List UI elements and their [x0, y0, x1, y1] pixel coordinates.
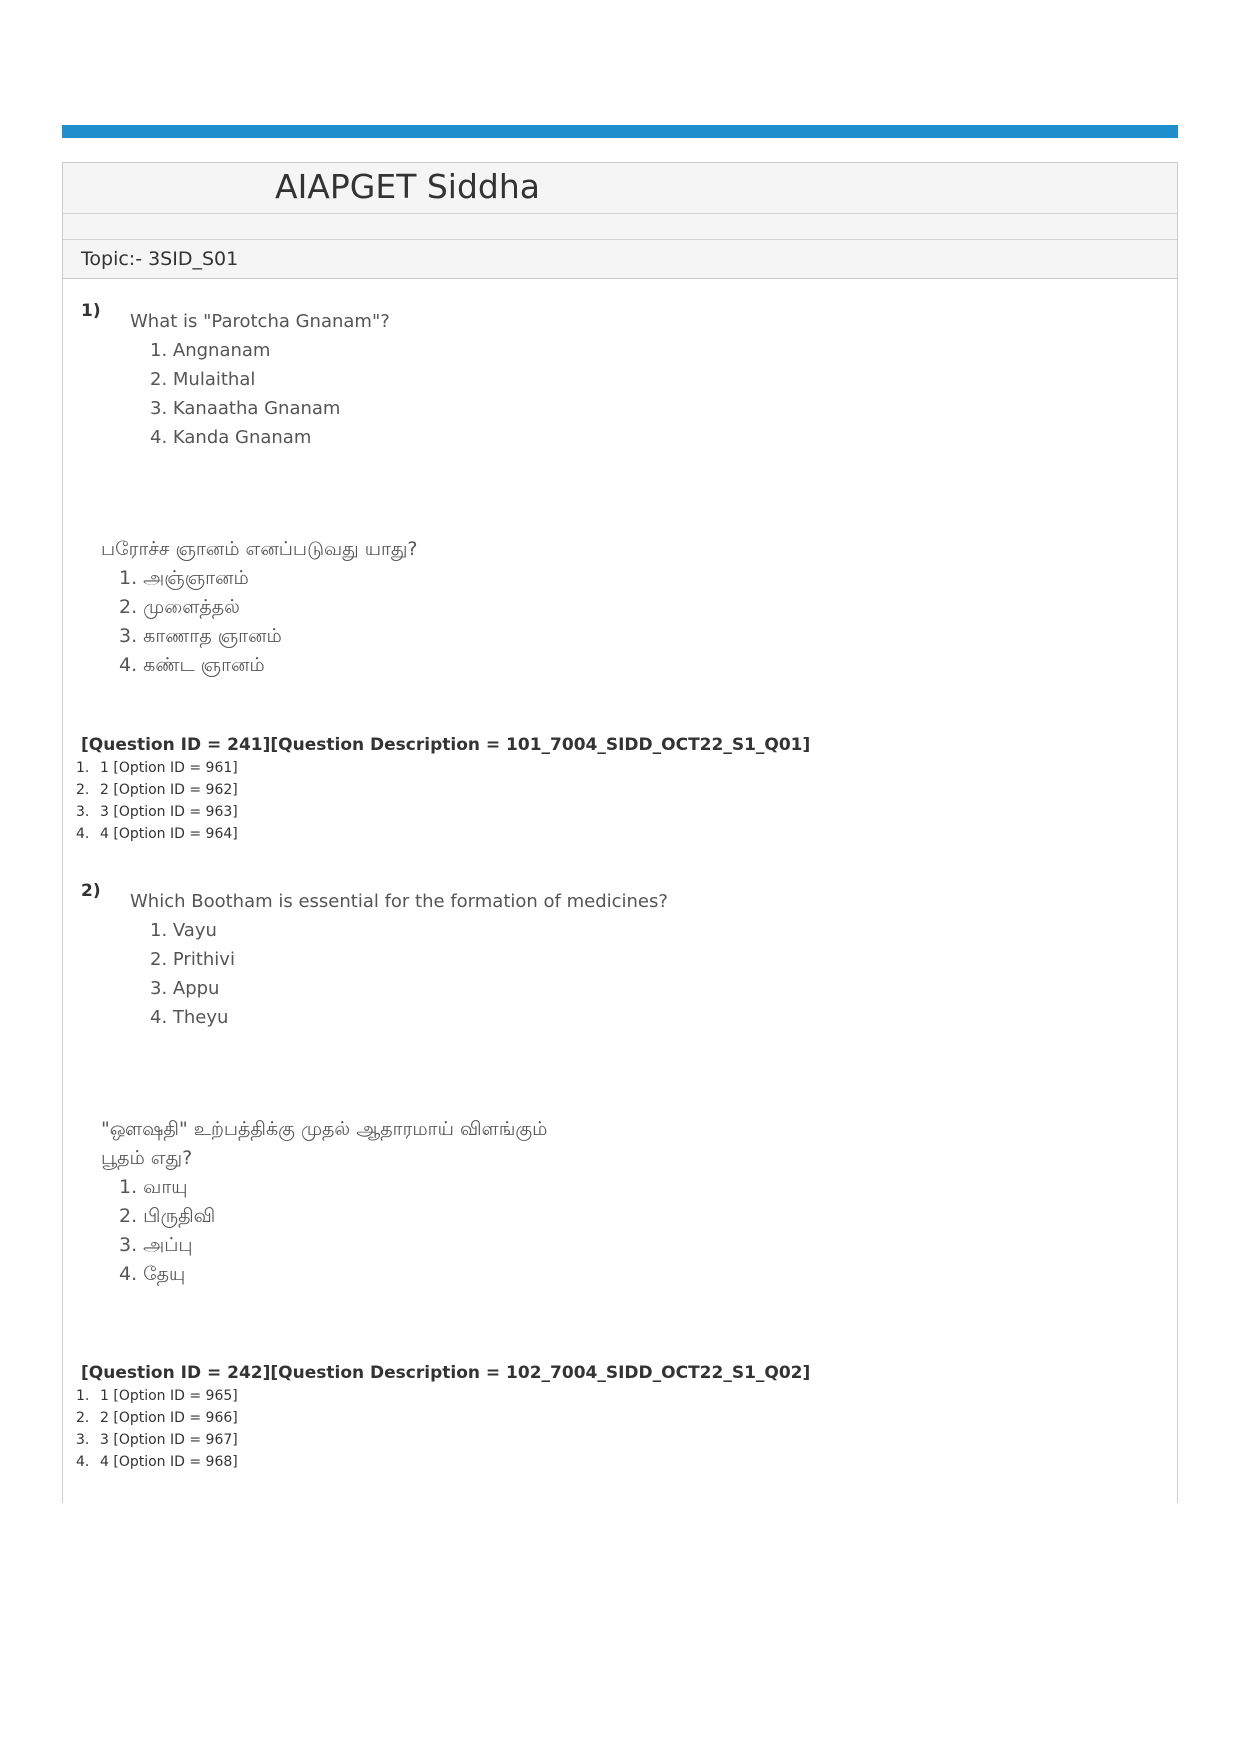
top-accent-bar — [62, 125, 1178, 138]
question-text-english: Which Bootham is essential for the formation of medicines? — [130, 891, 668, 912]
page-title: AIAPGET Siddha — [275, 167, 540, 206]
option-id-text: 1 [Option ID = 965] — [100, 1388, 238, 1404]
option-id-number: 1. — [76, 1388, 90, 1404]
tamil-option: 2. முளைத்தல் — [119, 596, 240, 618]
tamil-option: 3. காணாத ஞானம் — [119, 625, 282, 647]
option-id-item — [76, 1388, 238, 1404]
english-option: 4. Kanda Gnanam — [150, 427, 312, 448]
option-id-text: 3 [Option ID = 963] — [100, 804, 238, 820]
english-option: 3. Kanaatha Gnanam — [150, 398, 341, 419]
english-option: 4. Theyu — [150, 1007, 229, 1028]
question-meta: [Question ID = 241][Question Description = 101_7004_SIDD_OCT22_S1_Q01] — [81, 735, 811, 755]
question-meta: [Question ID = 242][Question Description = 102_7004_SIDD_OCT22_S1_Q02] — [81, 1363, 811, 1383]
option-id-item — [76, 804, 238, 820]
option-id-number: 2. — [76, 782, 90, 798]
option-id-item — [76, 760, 238, 776]
option-id-text: 3 [Option ID = 967] — [100, 1432, 238, 1448]
option-id-text: 4 [Option ID = 964] — [100, 826, 238, 842]
tamil-option: 1. வாயு — [119, 1176, 188, 1198]
question-number: 1) — [81, 301, 101, 321]
topic-row — [63, 240, 1177, 279]
tamil-option: 2. பிருதிவி — [119, 1205, 216, 1227]
option-id-text: 1 [Option ID = 961] — [100, 760, 238, 776]
option-id-text: 4 [Option ID = 968] — [100, 1454, 238, 1470]
english-option: 2. Prithivi — [150, 949, 235, 970]
title-row — [63, 163, 1177, 214]
question-text-tamil: பூதம் எது? — [101, 1147, 193, 1169]
option-id-item — [76, 1454, 238, 1470]
option-id-text: 2 [Option ID = 966] — [100, 1410, 238, 1426]
header-spacer-row — [63, 214, 1177, 240]
option-id-item — [76, 826, 238, 842]
question-text-tamil: பரோச்ச ஞானம் எனப்படுவது யாது? — [101, 538, 418, 560]
option-id-number: 1. — [76, 760, 90, 776]
question-number: 2) — [81, 881, 101, 901]
tamil-option: 3. அப்பு — [119, 1234, 193, 1256]
topic-label: Topic:- 3SID_S01 — [81, 248, 239, 270]
option-id-text: 2 [Option ID = 962] — [100, 782, 238, 798]
english-option: 1. Vayu — [150, 920, 217, 941]
option-id-number: 4. — [76, 826, 90, 842]
option-id-item — [76, 1432, 238, 1448]
english-option: 2. Mulaithal — [150, 369, 256, 390]
english-option: 3. Appu — [150, 978, 220, 999]
english-option: 1. Angnanam — [150, 340, 271, 361]
option-id-number: 3. — [76, 1432, 90, 1448]
option-id-number: 2. — [76, 1410, 90, 1426]
option-id-item — [76, 1410, 238, 1426]
tamil-option: 1. அஞ்ஞானம் — [119, 567, 249, 589]
tamil-option: 4. தேயு — [119, 1263, 186, 1285]
option-id-number: 3. — [76, 804, 90, 820]
tamil-option: 4. கண்ட ஞானம் — [119, 654, 265, 676]
question-text-tamil: "ஔஷதி" உற்பத்திக்கு முதல் ஆதாரமாய் விளங்கும் — [101, 1118, 548, 1140]
question-text-english: What is "Parotcha Gnanam"? — [130, 311, 390, 332]
option-id-number: 4. — [76, 1454, 90, 1470]
option-id-item — [76, 782, 238, 798]
